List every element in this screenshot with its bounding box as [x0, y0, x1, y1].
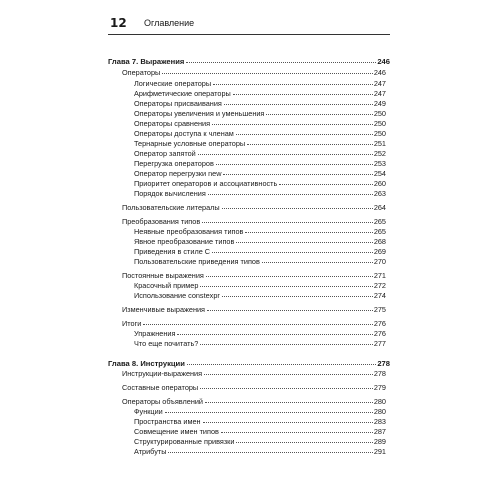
toc-subsection-entry[interactable] — [134, 189, 386, 199]
dot-leader — [200, 338, 372, 345]
toc-entry-title: Оператор перегрузки new — [134, 169, 222, 178]
toc-page-number: 250 — [373, 109, 386, 118]
toc-page-number: 252 — [373, 149, 386, 158]
toc-entry-title: Логические операторы — [134, 79, 212, 88]
toc-entry-title: Порядок вычисления — [134, 189, 206, 198]
toc-entry-title: Явное преобразование типов — [134, 237, 235, 246]
dot-leader — [162, 67, 373, 74]
dot-leader — [212, 246, 373, 253]
toc-entry-title: Операторы доступа к членам — [134, 129, 234, 138]
dot-leader — [266, 108, 372, 115]
dot-leader — [224, 98, 373, 105]
toc-entry-title: Упражнения — [134, 329, 176, 338]
toc-subsection-entry[interactable] — [134, 291, 386, 301]
toc-entry-title: Постоянные выражения — [122, 271, 204, 280]
toc-chapter-entry[interactable] — [108, 57, 390, 67]
toc-entry-title: Арифметические операторы — [134, 89, 231, 98]
dot-leader — [204, 368, 373, 375]
toc-entry-title: Операторы увеличения и уменьшения — [134, 109, 265, 118]
dot-leader — [236, 436, 372, 443]
toc-page-number: 247 — [373, 89, 386, 98]
dot-leader — [262, 256, 373, 263]
dot-leader — [177, 328, 372, 335]
toc-page-number: 291 — [373, 447, 386, 456]
toc-entry-title: Итоги — [122, 319, 142, 328]
dot-leader — [168, 446, 372, 453]
toc-entry-title: Приведения в стиле С — [134, 247, 211, 256]
toc-page-number: 247 — [373, 79, 386, 88]
toc-section-entry[interactable] — [122, 369, 386, 379]
toc-page-number: 271 — [373, 271, 386, 280]
toc-entry-title: Приоритет операторов и ассоциативность — [134, 179, 278, 188]
dot-leader — [203, 416, 373, 423]
toc-subsection-entry[interactable] — [134, 257, 386, 267]
toc-page-number: 264 — [373, 203, 386, 212]
dot-leader — [207, 304, 373, 311]
toc-entry-title: Тернарные условные операторы — [134, 139, 246, 148]
dot-leader — [213, 78, 373, 85]
dot-leader — [206, 270, 373, 277]
toc-entry-title: Структурированные привязки — [134, 437, 235, 446]
toc-page-number: 274 — [373, 291, 386, 300]
toc-page-number: 250 — [373, 119, 386, 128]
toc-section-entry[interactable] — [122, 68, 386, 78]
toc-entry-title: Пространства имен — [134, 417, 201, 426]
dot-leader — [186, 56, 376, 63]
toc-entry-title: Функции — [134, 407, 163, 416]
dot-leader — [202, 216, 373, 223]
toc-page-number: 277 — [373, 339, 386, 348]
dot-leader — [236, 236, 372, 243]
toc-entry-title: Инструкции-выражения — [122, 369, 203, 378]
dot-leader — [223, 168, 372, 175]
dot-leader — [222, 290, 373, 297]
toc-page-number: 280 — [373, 397, 386, 406]
toc-page-number: 265 — [373, 217, 386, 226]
toc-entry-title: Глава 8. Инструкции — [108, 359, 185, 368]
toc-entry-title: Преобразования типов — [122, 217, 201, 226]
toc-page-number: 276 — [373, 319, 386, 328]
toc-page-number: 272 — [373, 281, 386, 290]
toc-section-entry[interactable] — [122, 383, 386, 393]
toc-page-number: 246 — [377, 57, 390, 66]
toc-entry-title: Неявные преобразования типов — [134, 227, 244, 236]
toc-page-number: 265 — [373, 227, 386, 236]
toc-entry-title: Оператор запятой — [134, 149, 196, 158]
dot-leader — [233, 88, 373, 95]
toc-entry-title: Пользовательские литералы — [122, 203, 220, 212]
dot-leader — [198, 148, 373, 155]
toc-page-number: 254 — [373, 169, 386, 178]
dot-leader — [143, 318, 373, 325]
toc-entry-title: Совмещение имен типов — [134, 427, 219, 436]
toc-page-number: 278 — [373, 369, 386, 378]
dot-leader — [187, 358, 376, 365]
toc-page-number: 246 — [373, 68, 386, 77]
toc-entry-title: Составные операторы — [122, 383, 199, 392]
dot-leader — [165, 406, 373, 413]
toc-page-number: 283 — [373, 417, 386, 426]
toc-page-number: 253 — [373, 159, 386, 168]
toc-entry-title: Красочный пример — [134, 281, 199, 290]
toc-page-number: 251 — [373, 139, 386, 148]
dot-leader — [222, 202, 373, 209]
toc-page-number: 268 — [373, 237, 386, 246]
dot-leader — [236, 128, 373, 135]
toc-entry-title: Пользовательские приведения типов — [134, 257, 260, 266]
dot-leader — [205, 396, 373, 403]
toc-page-number: 278 — [377, 359, 390, 368]
running-title: Оглавление — [144, 18, 195, 28]
toc-page-number: 249 — [373, 99, 386, 108]
toc-page-number: 275 — [373, 305, 386, 314]
toc-page-number: 276 — [373, 329, 386, 338]
toc-section-entry[interactable] — [122, 203, 386, 213]
dot-leader — [247, 138, 373, 145]
dot-leader — [200, 280, 372, 287]
toc-entry-title: Глава 7. Выражения — [108, 57, 185, 66]
toc-page-number: 279 — [373, 383, 386, 392]
dot-leader — [208, 188, 373, 195]
toc-page-number: 260 — [373, 179, 386, 188]
toc-section-entry[interactable] — [122, 305, 386, 315]
toc-page-number: 280 — [373, 407, 386, 416]
toc-entry-title: Атрибуты — [134, 447, 167, 456]
page-header — [108, 16, 390, 35]
toc-entry-title: Что еще почитать? — [134, 339, 199, 348]
dot-leader — [200, 382, 373, 389]
dot-leader — [279, 178, 373, 185]
page-number: 12 — [110, 16, 127, 30]
toc-entry-title: Использование constexpr — [134, 291, 220, 300]
toc-entry-title: Перегрузка операторов — [134, 159, 214, 168]
toc-subsection-entry[interactable] — [134, 447, 386, 457]
toc-subsection-entry[interactable] — [134, 339, 386, 349]
toc-page-number: 269 — [373, 247, 386, 256]
dot-leader — [245, 226, 372, 233]
toc-page-number: 263 — [373, 189, 386, 198]
dot-leader — [221, 426, 373, 433]
toc-entry-title: Операторы объявлений — [122, 397, 204, 406]
toc-entry-title: Операторы присваивания — [134, 99, 222, 108]
dot-leader — [212, 118, 373, 125]
toc-entry-title: Изменчивые выражения — [122, 305, 206, 314]
toc-entry-title: Операторы — [122, 68, 161, 77]
toc-entry-title: Операторы сравнения — [134, 119, 211, 128]
dot-leader — [216, 158, 373, 165]
toc-page-number: 270 — [373, 257, 386, 266]
toc-page-number: 289 — [373, 437, 386, 446]
toc-page-number: 250 — [373, 129, 386, 138]
toc-page-number: 287 — [373, 427, 386, 436]
